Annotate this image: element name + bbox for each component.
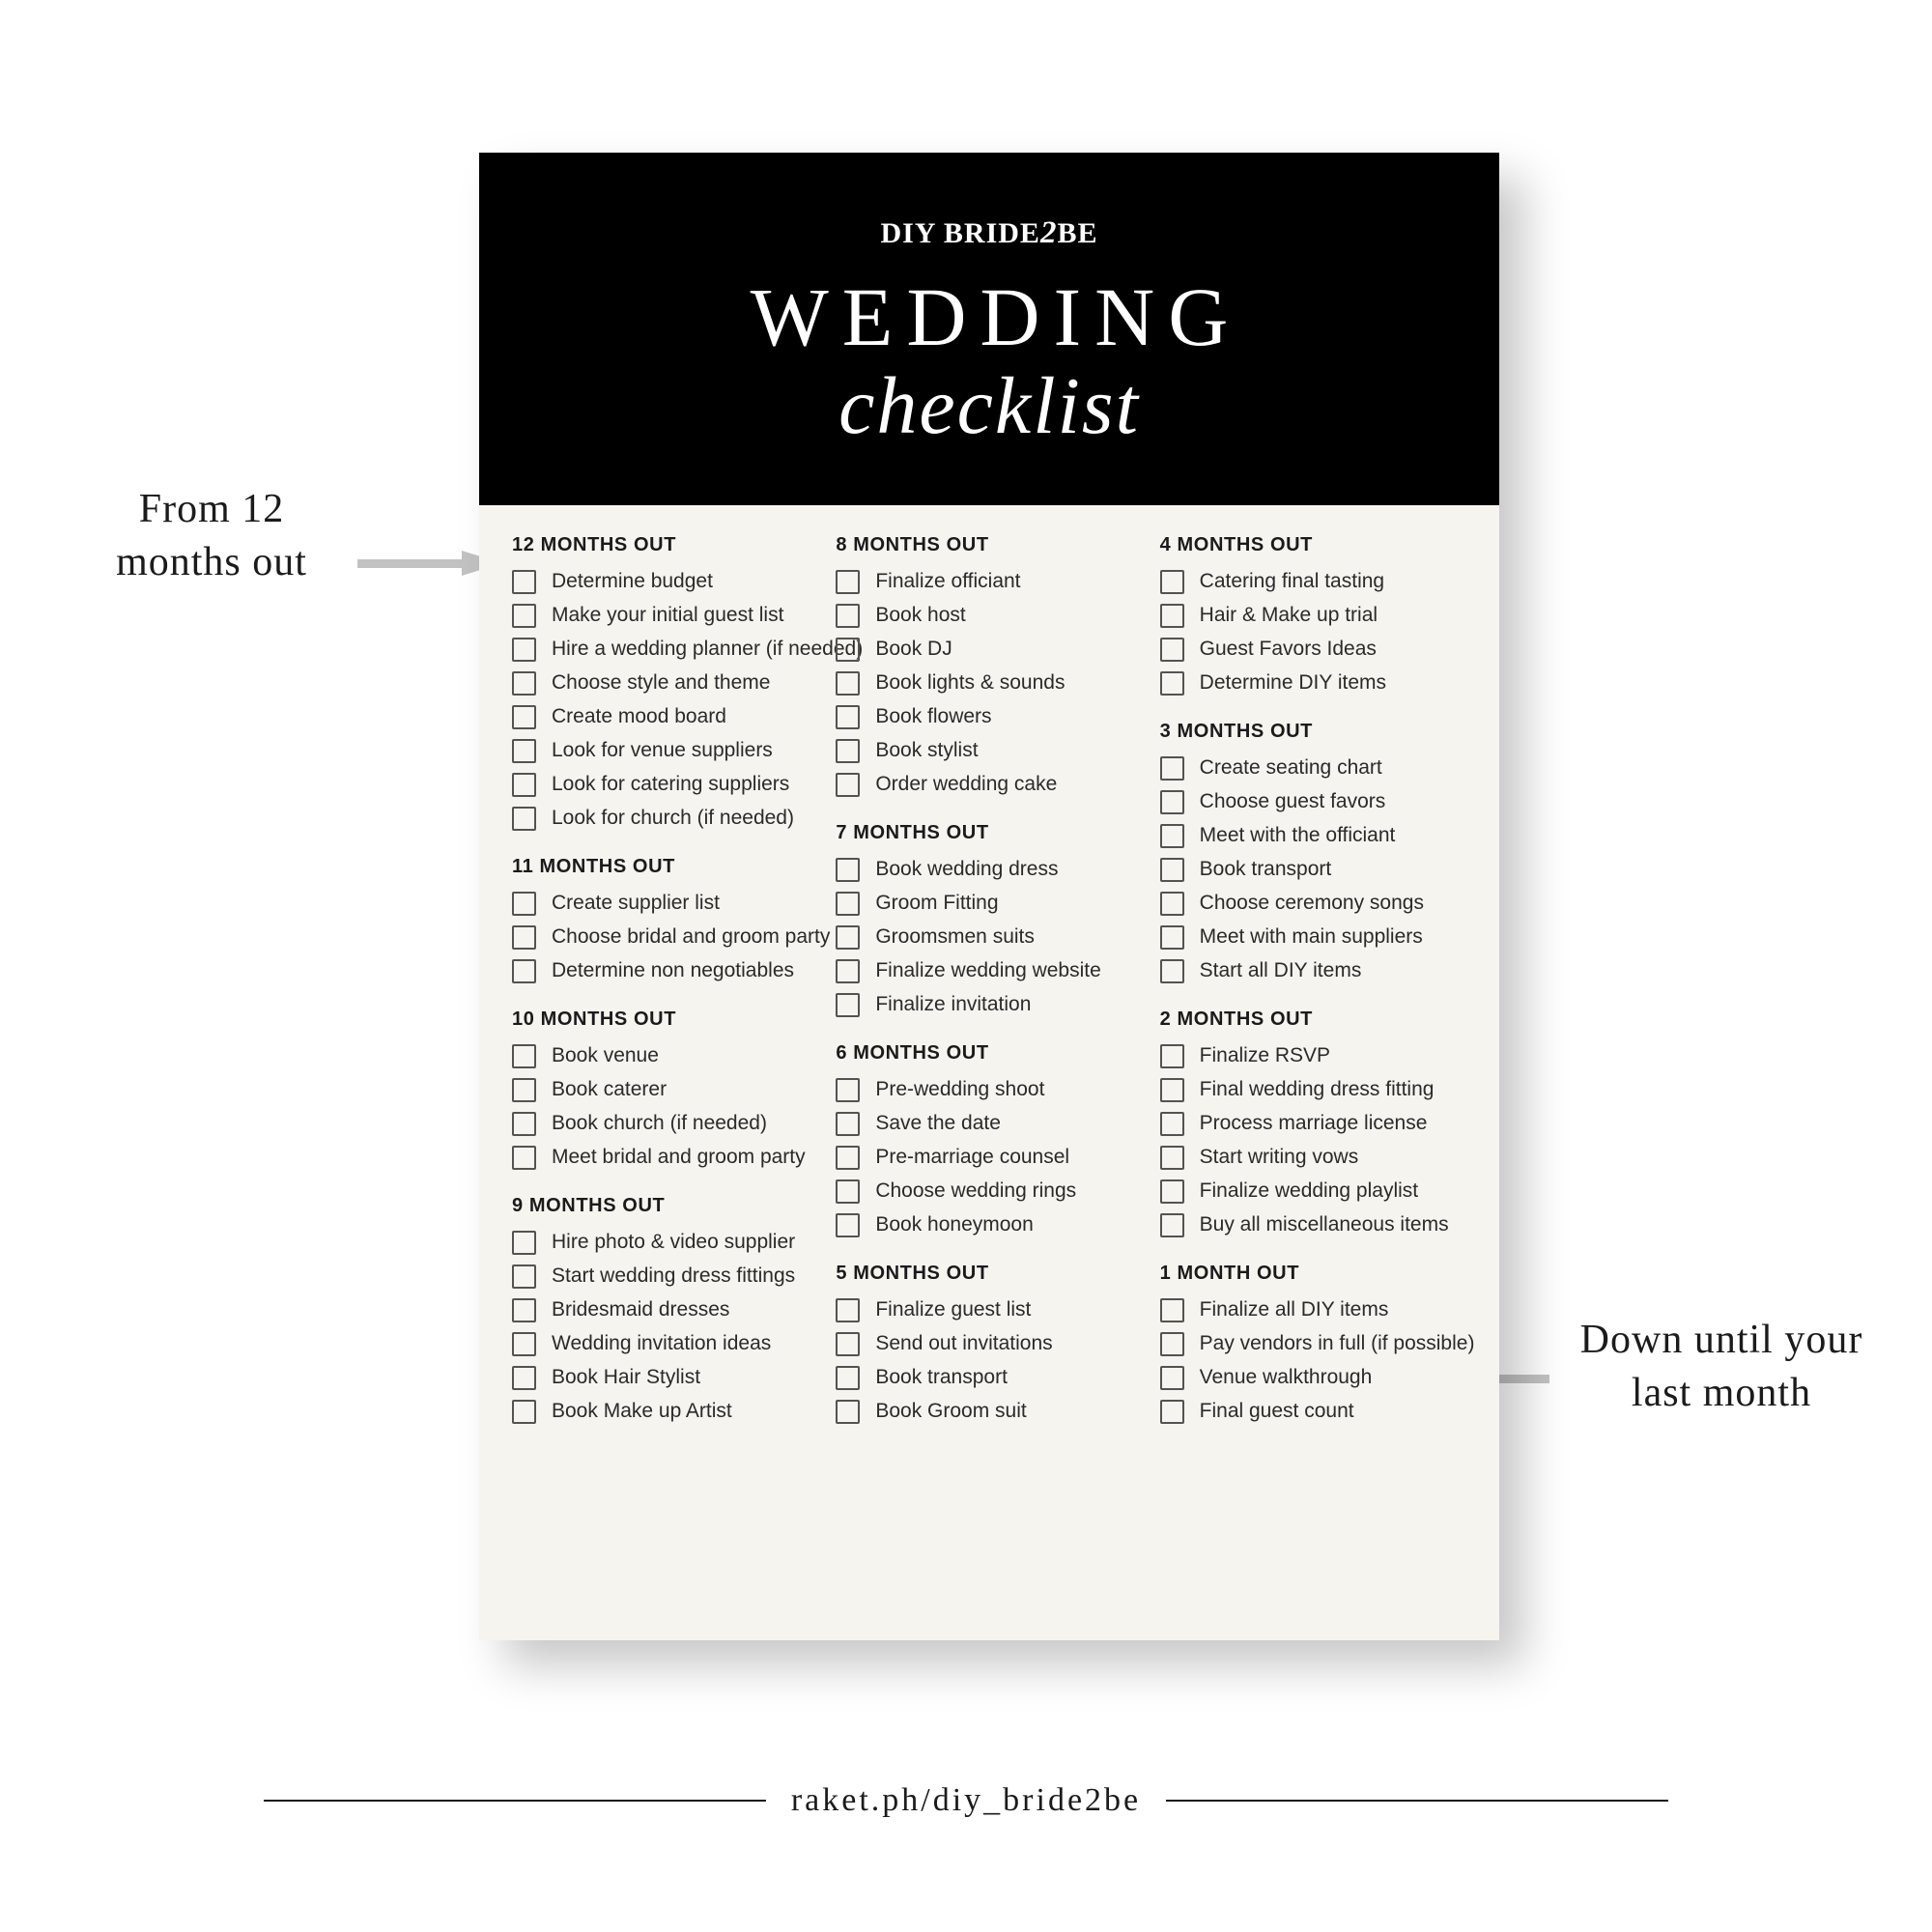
checklist-section: [1160, 534, 1466, 696]
brand-text-3: BE: [1057, 216, 1098, 249]
checklist-column: [1159, 534, 1475, 1449]
checklist-item-label: Create supplier list: [552, 892, 720, 915]
checkbox-icon[interactable]: [1160, 1044, 1184, 1068]
section-title: 10 MONTHS OUT: [512, 1009, 677, 1030]
checkbox-icon[interactable]: [512, 1298, 536, 1322]
checklist-item-label: Make your initial guest list: [552, 604, 784, 627]
checklist-item[interactable]: [836, 1366, 1142, 1390]
checklist-item-label: Guest Favors Ideas: [1199, 638, 1377, 661]
checkbox-icon[interactable]: [836, 705, 860, 729]
checklist-item[interactable]: [836, 1078, 1142, 1102]
checklist-item[interactable]: [1160, 756, 1466, 781]
checklist-item[interactable]: [512, 705, 818, 729]
checklist-item-label: Pre-wedding shoot: [875, 1078, 1045, 1101]
section-title: 2 MONTHS OUT: [1159, 1009, 1313, 1030]
checkbox-icon[interactable]: [1160, 858, 1184, 882]
section-title: 6 MONTHS OUT: [836, 1042, 989, 1064]
checklist-item-label: Final guest count: [1199, 1400, 1354, 1423]
checkbox-icon[interactable]: [1160, 1146, 1184, 1170]
checklist-item-label: Book transport: [875, 1366, 1008, 1389]
checklist-item[interactable]: [1160, 858, 1466, 882]
checklist-item-label: Book Hair Stylist: [552, 1366, 701, 1389]
checkbox-icon[interactable]: [836, 1213, 860, 1237]
checklist-section: [512, 1195, 818, 1424]
checkbox-icon[interactable]: [1160, 892, 1184, 916]
checklist-section: [836, 1042, 1142, 1237]
checklist-item[interactable]: [1160, 1400, 1466, 1424]
checklist-item[interactable]: [836, 638, 1142, 662]
section-title: 11 MONTHS OUT: [512, 856, 675, 877]
checklist-item-label: Determine non negotiables: [552, 959, 794, 982]
checklist-item-label: Start all DIY items: [1199, 959, 1362, 982]
checkbox-icon[interactable]: [836, 858, 860, 882]
checklist-item[interactable]: [1160, 1298, 1466, 1322]
page-title: WEDDING: [750, 270, 1242, 363]
brand-text-2: 2: [1039, 214, 1058, 250]
checklist-item-label: Book caterer: [552, 1078, 668, 1101]
checkbox-icon[interactable]: [512, 807, 536, 831]
checklist-item[interactable]: [512, 739, 818, 763]
checklist-item-label: Final wedding dress fitting: [1199, 1078, 1435, 1101]
checklist-item-label: Book lights & sounds: [875, 671, 1065, 695]
checklist-item[interactable]: [512, 1112, 818, 1136]
section-title: 3 MONTHS OUT: [1159, 721, 1313, 742]
checklist-item[interactable]: [836, 892, 1142, 916]
checkbox-icon[interactable]: [1160, 824, 1184, 848]
checklist-item-label: Finalize wedding playlist: [1199, 1179, 1419, 1203]
checkbox-icon[interactable]: [1160, 756, 1184, 781]
section-title: 4 MONTHS OUT: [1159, 534, 1313, 555]
checklist-item-label: Process marriage license: [1199, 1112, 1428, 1135]
checkbox-icon[interactable]: [836, 892, 860, 916]
checkbox-icon[interactable]: [836, 739, 860, 763]
checklist-item-label: Create seating chart: [1199, 756, 1382, 780]
checklist-item-label: Book stylist: [875, 739, 979, 762]
checkbox-icon[interactable]: [836, 773, 860, 797]
checklist-item-label: Look for venue suppliers: [552, 739, 773, 762]
checklist-item-label: Choose style and theme: [552, 671, 771, 695]
checklist-item[interactable]: [836, 1213, 1142, 1237]
checkbox-icon[interactable]: [512, 1231, 536, 1255]
checklist-item[interactable]: [512, 773, 818, 797]
checklist-item-label: Book DJ: [875, 638, 952, 661]
checklist-item-label: Choose bridal and groom party: [552, 925, 831, 949]
checklist-section: [512, 1009, 818, 1170]
checklist-item-label: Book church (if needed): [552, 1112, 767, 1135]
checklist-item[interactable]: [836, 993, 1142, 1017]
checkbox-icon[interactable]: [512, 739, 536, 763]
checklist-section: [1160, 721, 1466, 983]
checklist-item[interactable]: [836, 705, 1142, 729]
footer-rule-right: [1166, 1800, 1668, 1802]
checklist-section: [1160, 1009, 1466, 1237]
checklist-item[interactable]: [836, 1332, 1142, 1356]
checklist-item-label: Finalize guest list: [875, 1298, 1032, 1321]
checkbox-icon[interactable]: [836, 1366, 860, 1390]
checklist-item-label: Book transport: [1199, 858, 1332, 881]
checkbox-icon[interactable]: [512, 925, 536, 950]
checkbox-icon[interactable]: [836, 1146, 860, 1170]
checkbox-icon[interactable]: [1160, 1078, 1184, 1102]
checkbox-icon[interactable]: [512, 638, 536, 662]
checklist-item[interactable]: [1160, 1179, 1466, 1204]
checkbox-icon[interactable]: [836, 1112, 860, 1136]
checklist-section: [836, 822, 1142, 1017]
checklist-item-label: Choose guest favors: [1199, 790, 1386, 813]
checklist-section: [1159, 1263, 1475, 1424]
checkbox-icon[interactable]: [1160, 604, 1184, 628]
checklist-item[interactable]: [512, 604, 818, 628]
checklist-item[interactable]: [1160, 570, 1466, 594]
checkbox-icon[interactable]: [512, 1078, 536, 1102]
checklist-item[interactable]: [1160, 604, 1466, 628]
checklist-item-label: Groom Fitting: [875, 892, 999, 915]
checklist-item[interactable]: [836, 1400, 1142, 1424]
checklist-columns: [479, 505, 1499, 1476]
checklist-item-label: Catering final tasting: [1199, 570, 1385, 593]
checkbox-icon[interactable]: [836, 925, 860, 950]
checklist-item[interactable]: [512, 1366, 818, 1390]
section-title: 9 MONTHS OUT: [512, 1195, 666, 1216]
checklist-item[interactable]: [1160, 892, 1466, 916]
checklist-item[interactable]: [512, 892, 818, 916]
checklist-item-label: Choose wedding rings: [875, 1179, 1077, 1203]
checklist-item[interactable]: [1160, 671, 1466, 696]
checklist-item[interactable]: [836, 604, 1142, 628]
page-subtitle: checklist: [838, 360, 1140, 451]
checklist-item[interactable]: [1160, 638, 1466, 662]
checklist-item-label: Finalize RSVP: [1199, 1044, 1331, 1067]
checkbox-icon[interactable]: [1160, 1213, 1184, 1237]
checklist-item-label: Hire photo & video supplier: [552, 1231, 796, 1254]
checklist-item[interactable]: [836, 1179, 1142, 1204]
checklist-item[interactable]: [512, 1231, 818, 1255]
checkbox-icon[interactable]: [1160, 1332, 1184, 1356]
checklist-item-label: Book wedding dress: [875, 858, 1059, 881]
checklist-item-label: Book flowers: [875, 705, 992, 728]
checklist-item-label: Look for church (if needed): [552, 807, 794, 830]
checklist-item-label: Hair & Make up trial: [1199, 604, 1378, 627]
footer-link: raket.ph/diy_bride2be: [790, 1782, 1142, 1818]
checklist-section: [512, 856, 831, 983]
checklist-item[interactable]: [512, 1400, 818, 1424]
checklist-item[interactable]: [836, 570, 1142, 594]
checklist-item[interactable]: [512, 925, 831, 950]
checkbox-icon[interactable]: [836, 1298, 860, 1322]
checkbox-icon[interactable]: [836, 1332, 860, 1356]
checklist-item-label: Meet bridal and groom party: [552, 1146, 806, 1169]
checklist-item[interactable]: [836, 739, 1142, 763]
checkbox-icon[interactable]: [512, 1264, 536, 1289]
section-title: 12 MONTHS OUT: [512, 534, 677, 555]
checklist-item-label: Meet with the officiant: [1199, 824, 1396, 847]
checklist-column: [512, 534, 864, 1449]
checklist-item-label: Determine DIY items: [1199, 671, 1386, 695]
checklist-item[interactable]: [512, 1264, 818, 1289]
checkbox-icon[interactable]: [512, 1366, 536, 1390]
checklist-item[interactable]: [1160, 1146, 1466, 1170]
checklist-item-label: Save the date: [875, 1112, 1001, 1135]
checklist-item-label: Look for catering suppliers: [552, 773, 790, 796]
checkbox-icon[interactable]: [512, 1112, 536, 1136]
annotation-left: From 12 months out: [116, 487, 307, 585]
checkbox-icon[interactable]: [512, 570, 536, 594]
annotation-right: Down until your last month: [1579, 1318, 1863, 1416]
footer: [0, 1782, 1932, 1819]
checklist-item-label: Finalize all DIY items: [1199, 1298, 1389, 1321]
checklist-item[interactable]: [836, 959, 1142, 983]
checklist-item-label: Book Make up Artist: [552, 1400, 732, 1423]
checklist-item-label: Venue walkthrough: [1199, 1366, 1373, 1389]
checkbox-icon[interactable]: [1160, 570, 1184, 594]
checklist-item[interactable]: [1160, 1332, 1475, 1356]
section-title: 1 MONTH OUT: [1159, 1263, 1300, 1284]
checklist-item-label: Finalize invitation: [875, 993, 1032, 1016]
checklist-item[interactable]: [512, 638, 864, 662]
checklist-item-label: Book honeymoon: [875, 1213, 1034, 1236]
checkbox-icon[interactable]: [512, 959, 536, 983]
checkbox-icon[interactable]: [1160, 1400, 1184, 1424]
checkbox-icon[interactable]: [836, 993, 860, 1017]
checklist-item-label: Pre-marriage counsel: [875, 1146, 1070, 1169]
checklist-item-label: Finalize officiant: [875, 570, 1021, 593]
checkbox-icon[interactable]: [1160, 1298, 1184, 1322]
checklist-item-label: Finalize wedding website: [875, 959, 1101, 982]
checkbox-icon[interactable]: [1160, 1366, 1184, 1390]
checklist-item[interactable]: [512, 1146, 818, 1170]
checklist-item[interactable]: [1160, 1078, 1466, 1102]
checklist-item[interactable]: [512, 1332, 818, 1356]
checklist-item[interactable]: [512, 1044, 818, 1068]
checkbox-icon[interactable]: [1160, 790, 1184, 814]
checkbox-icon[interactable]: [1160, 671, 1184, 696]
checklist-item-label: Start writing vows: [1199, 1146, 1359, 1169]
checklist-item-label: Book Groom suit: [875, 1400, 1027, 1423]
checkbox-icon[interactable]: [836, 1400, 860, 1424]
checklist-item[interactable]: [512, 807, 818, 831]
checkbox-icon[interactable]: [836, 570, 860, 594]
checkbox-icon[interactable]: [836, 638, 860, 662]
checklist-item-label: Choose ceremony songs: [1199, 892, 1424, 915]
checkbox-icon[interactable]: [512, 892, 536, 916]
checkbox-icon[interactable]: [1160, 959, 1184, 983]
brand-text-1: DIY BRIDE: [880, 216, 1040, 249]
checklist-section: [512, 534, 864, 831]
checkbox-icon[interactable]: [512, 705, 536, 729]
checklist-item-label: Wedding invitation ideas: [552, 1332, 772, 1355]
checklist-column: [836, 534, 1142, 1449]
checklist-item-label: Book venue: [552, 1044, 659, 1067]
section-title: 8 MONTHS OUT: [836, 534, 989, 555]
checklist-item-label: Determine budget: [552, 570, 713, 593]
checklist-item[interactable]: [1160, 1112, 1466, 1136]
checklist-item[interactable]: [1160, 790, 1466, 814]
checklist-item-label: Groomsmen suits: [875, 925, 1035, 949]
checkbox-icon[interactable]: [836, 671, 860, 696]
checklist-item[interactable]: [512, 959, 818, 983]
footer-rule-left: [264, 1800, 766, 1802]
checkbox-icon[interactable]: [1160, 1179, 1184, 1204]
checkbox-icon[interactable]: [512, 1332, 536, 1356]
checklist-item[interactable]: [1160, 1044, 1466, 1068]
checklist-item-label: Send out invitations: [875, 1332, 1053, 1355]
checkbox-icon[interactable]: [836, 1078, 860, 1102]
checklist-item[interactable]: [512, 570, 818, 594]
checklist-item-label: Hire a wedding planner (if needed): [552, 638, 864, 661]
section-title: 7 MONTHS OUT: [836, 822, 989, 843]
checklist-section: [836, 1263, 1142, 1424]
checkbox-icon[interactable]: [512, 604, 536, 628]
sheet-header: [479, 153, 1499, 505]
checklist-item[interactable]: [512, 1298, 818, 1322]
checklist-item[interactable]: [1160, 925, 1466, 950]
checkbox-icon[interactable]: [512, 671, 536, 696]
checkbox-icon[interactable]: [836, 1179, 860, 1204]
checklist-item-label: Create mood board: [552, 705, 726, 728]
checklist-item-label: Book host: [875, 604, 966, 627]
checklist-item[interactable]: [836, 671, 1142, 696]
checkbox-icon[interactable]: [836, 959, 860, 983]
checklist-item-label: Pay vendors in full (if possible): [1199, 1332, 1475, 1355]
checklist-item[interactable]: [836, 1112, 1142, 1136]
checklist-item[interactable]: [512, 1078, 818, 1102]
checklist-sheet: [479, 153, 1499, 1640]
brand-logo: [881, 215, 1098, 251]
checkbox-icon[interactable]: [836, 604, 860, 628]
checklist-item[interactable]: [836, 1146, 1142, 1170]
checklist-item[interactable]: [1160, 824, 1466, 848]
checklist-item-label: Bridesmaid dresses: [552, 1298, 730, 1321]
checklist-item-label: Buy all miscellaneous items: [1199, 1213, 1449, 1236]
checklist-item-label: Meet with main suppliers: [1199, 925, 1423, 949]
checklist-section: [836, 534, 1142, 797]
checklist-item[interactable]: [1160, 959, 1466, 983]
checklist-item[interactable]: [836, 1298, 1142, 1322]
checklist-item[interactable]: [512, 671, 818, 696]
checkbox-icon[interactable]: [512, 1044, 536, 1068]
checkbox-icon[interactable]: [1160, 925, 1184, 950]
checklist-item[interactable]: [1160, 1213, 1466, 1237]
checkbox-icon[interactable]: [512, 773, 536, 797]
checkbox-icon[interactable]: [1160, 638, 1184, 662]
checkbox-icon[interactable]: [512, 1400, 536, 1424]
section-title: 5 MONTHS OUT: [836, 1263, 989, 1284]
checklist-item[interactable]: [836, 925, 1142, 950]
checklist-item-label: Order wedding cake: [875, 773, 1058, 796]
checklist-item[interactable]: [836, 858, 1142, 882]
checklist-item[interactable]: [836, 773, 1142, 797]
checkbox-icon[interactable]: [1160, 1112, 1184, 1136]
checkbox-icon[interactable]: [512, 1146, 536, 1170]
checklist-item-label: Start wedding dress fittings: [552, 1264, 796, 1288]
checklist-item[interactable]: [1160, 1366, 1466, 1390]
